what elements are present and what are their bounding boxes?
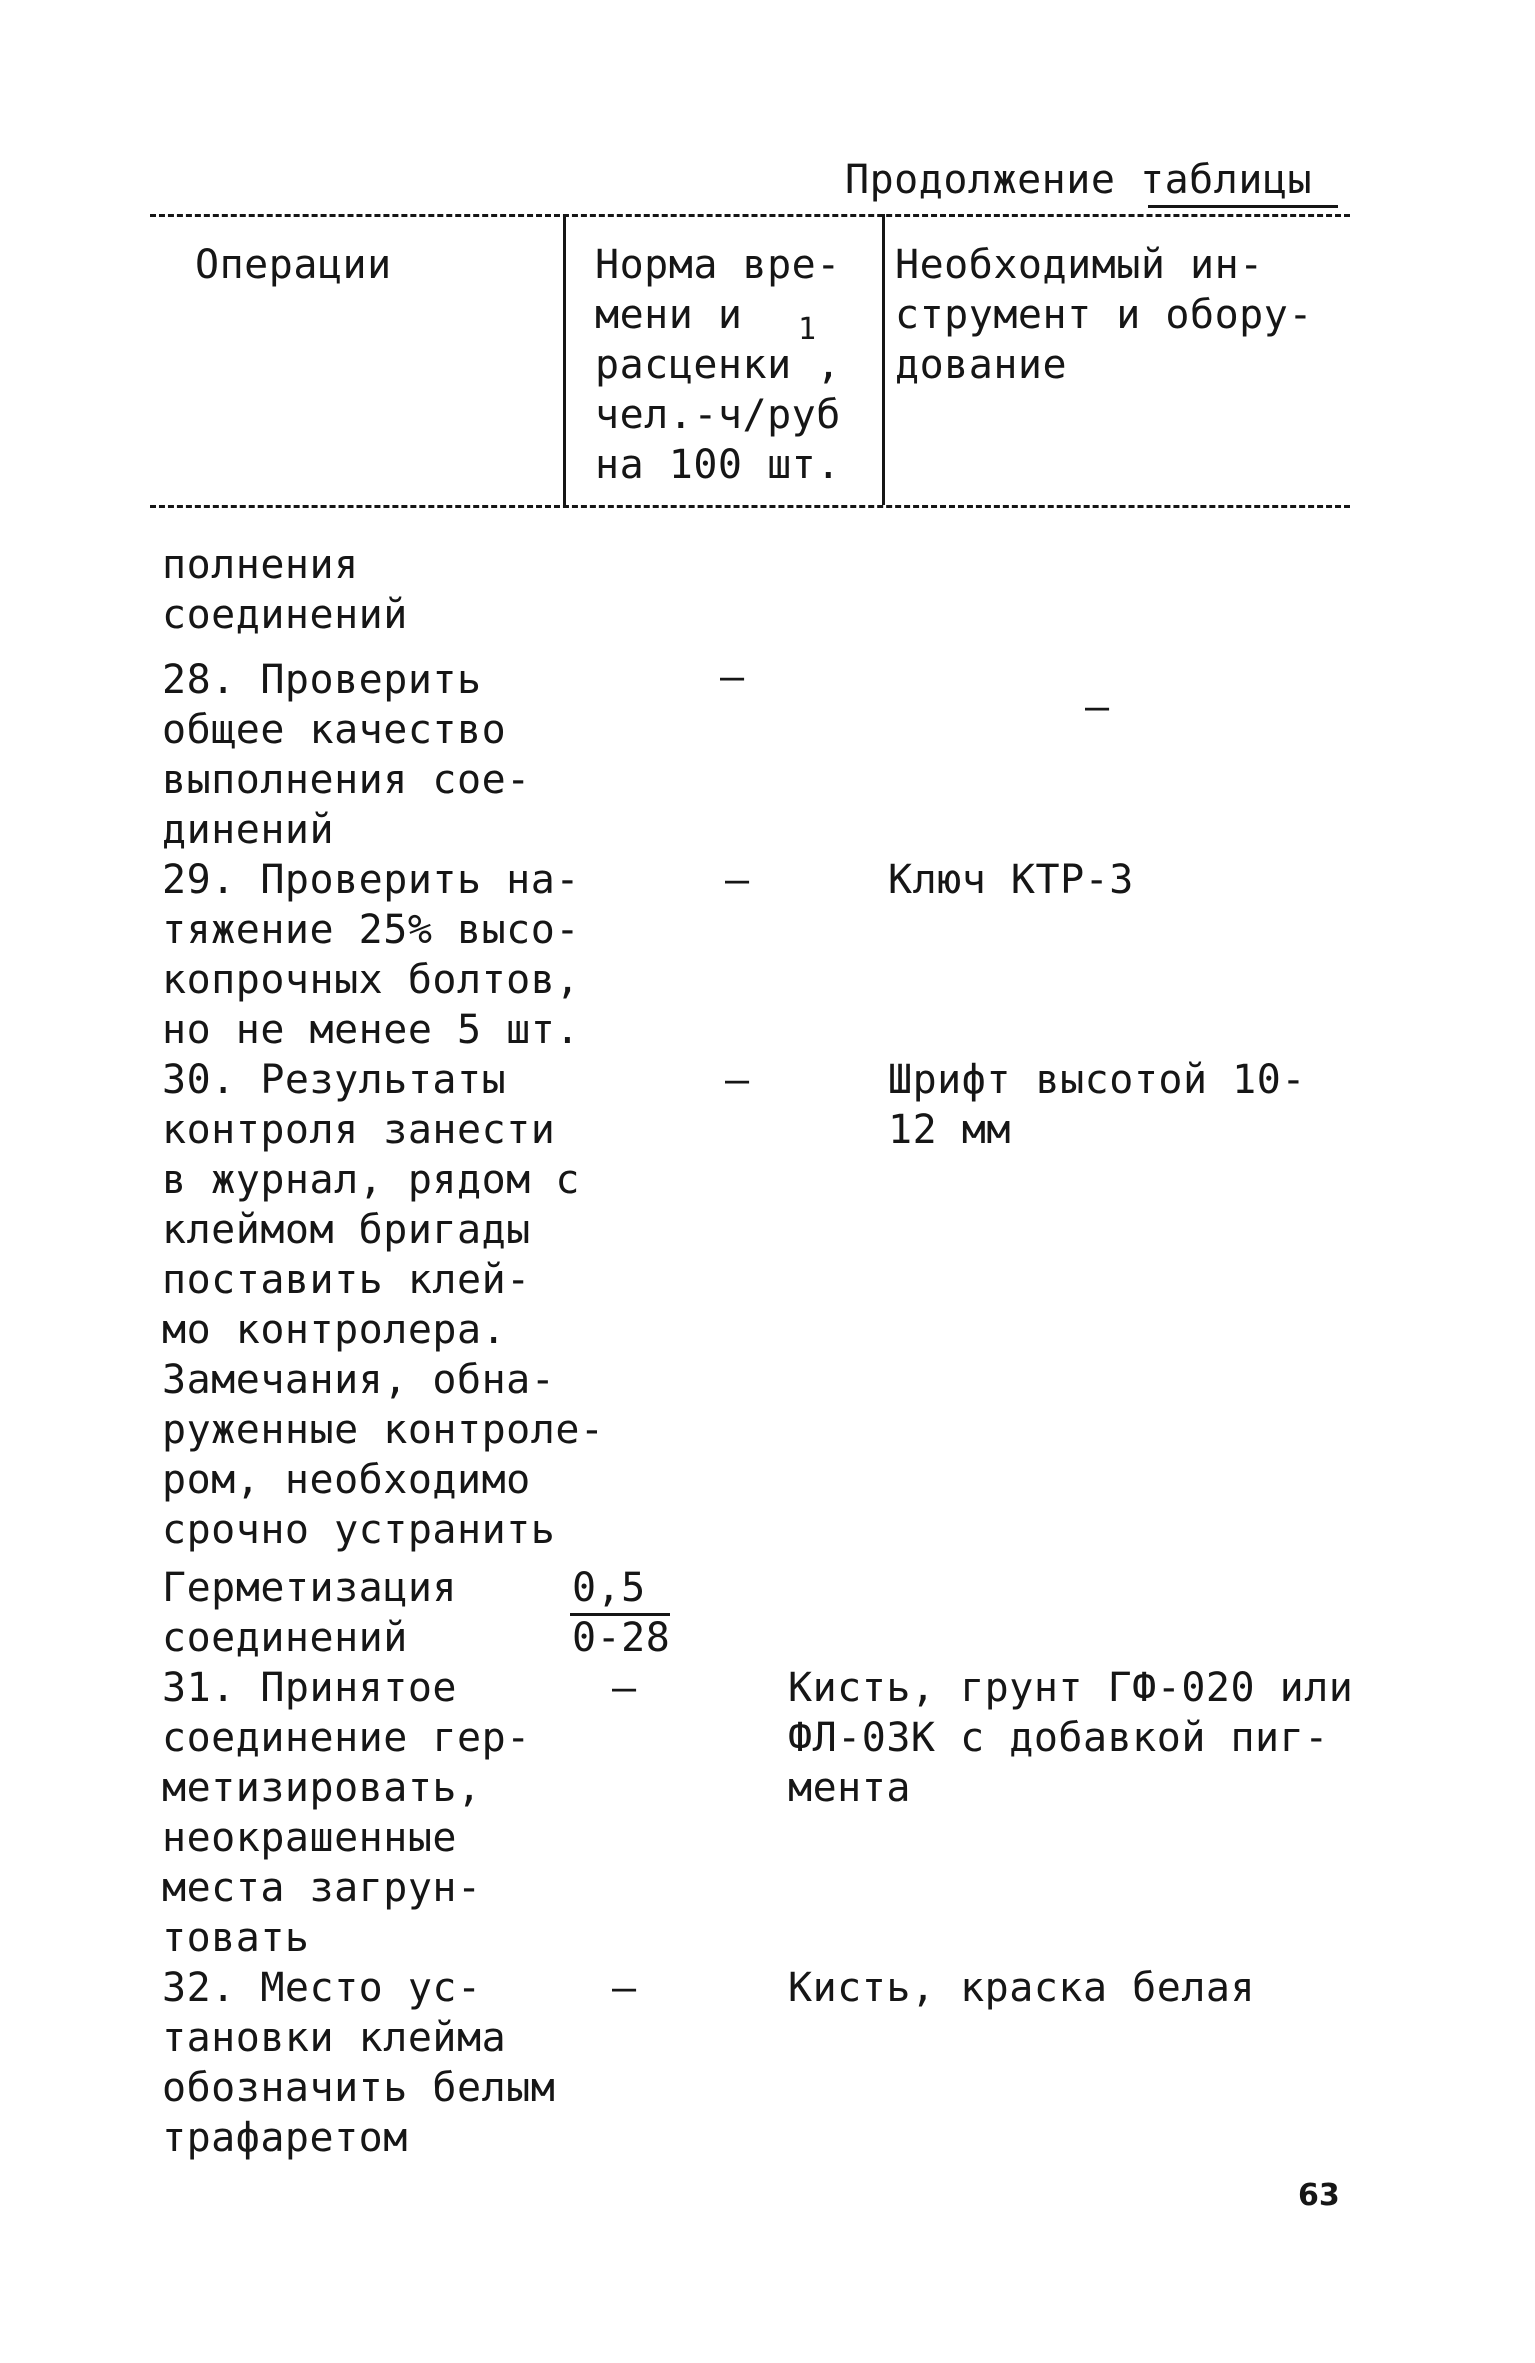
operation-text: но не менее 5 шт. (162, 1007, 580, 1053)
col-header-norm-line: чел.-ч/руб (595, 392, 841, 438)
tool-text: ФЛ-03К с добавкой пиг- (788, 1715, 1329, 1761)
column-divider-2 (882, 214, 885, 505)
col-header-tools-line: дование (895, 342, 1068, 388)
col-header-norm-line: Норма вре- (595, 242, 841, 288)
tool-text: Кисть, грунт ГФ-020 или (788, 1665, 1354, 1711)
operation-text: выполнения сое- (162, 757, 531, 803)
page-number: 63 (1298, 2178, 1340, 2213)
tool-text: мента (788, 1765, 911, 1811)
operation-text: товать (162, 1915, 310, 1961)
operation-text: 30. Результаты (162, 1057, 507, 1103)
operation-text: метизировать, (162, 1765, 482, 1811)
footnote-mark: 1 (798, 312, 817, 347)
operation-text: полнения (162, 542, 359, 588)
operation-text: 29. Проверить на- (162, 857, 580, 903)
col-header-norm-line: расценки , (595, 342, 841, 388)
operation-text: общее качество (162, 707, 507, 753)
operation-text: мо контролера. (162, 1307, 507, 1353)
col-header-tools-line: Необходимый ин- (895, 242, 1264, 288)
operation-text: динений (162, 807, 335, 853)
continuation-label: Продолжение таблицы (845, 157, 1313, 203)
col-header-norm-line: на 100 шт. (595, 442, 841, 488)
operation-text: соединение гер- (162, 1715, 531, 1761)
operation-text: трафаретом (162, 2115, 408, 2161)
operation-text: соединений (162, 1615, 408, 1661)
norm-value: – (725, 1057, 750, 1103)
operation-text: Герметизация (162, 1565, 457, 1611)
operation-text: руженные контроле- (162, 1407, 605, 1453)
tool-text: Ключ КТР-3 (888, 857, 1134, 903)
tool-text: 12 мм (888, 1107, 1011, 1153)
norm-value: – (612, 1965, 637, 2011)
operation-text: 31. Принятое (162, 1665, 457, 1711)
col-header-tools-line: струмент и обору- (895, 292, 1313, 338)
tool-text: Кисть, краска белая (788, 1965, 1256, 2011)
operation-text: тяжение 25% высо- (162, 907, 580, 953)
col-header-operations: Операции (195, 242, 392, 288)
norm-value: – (612, 1665, 637, 1711)
tool-text: Шрифт высотой 10- (888, 1057, 1306, 1103)
fraction-denominator: 0-28 (572, 1615, 671, 1661)
operation-text: обозначить белым (162, 2065, 556, 2111)
fraction-numerator: 0,5 (572, 1565, 646, 1611)
operation-text: копрочных болтов, (162, 957, 580, 1003)
operation-text: тановки клейма (162, 2015, 507, 2061)
operation-text: срочно устранить (162, 1507, 556, 1553)
operation-text: соединений (162, 592, 408, 638)
norm-value: – (725, 857, 750, 903)
operation-text: 32. Место ус- (162, 1965, 482, 2011)
tool-text: – (1085, 684, 1110, 730)
operation-text: Замечания, обна- (162, 1357, 556, 1403)
norm-value: – (720, 654, 745, 700)
column-divider-1 (563, 214, 566, 505)
operation-text: места загрун- (162, 1865, 482, 1911)
continuation-underline (1148, 205, 1338, 208)
operation-text: поставить клей- (162, 1257, 531, 1303)
table-header-rule (150, 505, 1350, 508)
operation-text: клеймом бригады (162, 1207, 531, 1253)
operation-text: контроля занести (162, 1107, 556, 1153)
operation-text: 28. Проверить (162, 657, 482, 703)
operation-text: неокрашенные (162, 1815, 457, 1861)
operation-text: ром, необходимо (162, 1457, 531, 1503)
operation-text: в журнал, рядом с (162, 1157, 580, 1203)
table-top-rule (150, 214, 1350, 217)
col-header-norm-line: мени и (595, 292, 743, 338)
